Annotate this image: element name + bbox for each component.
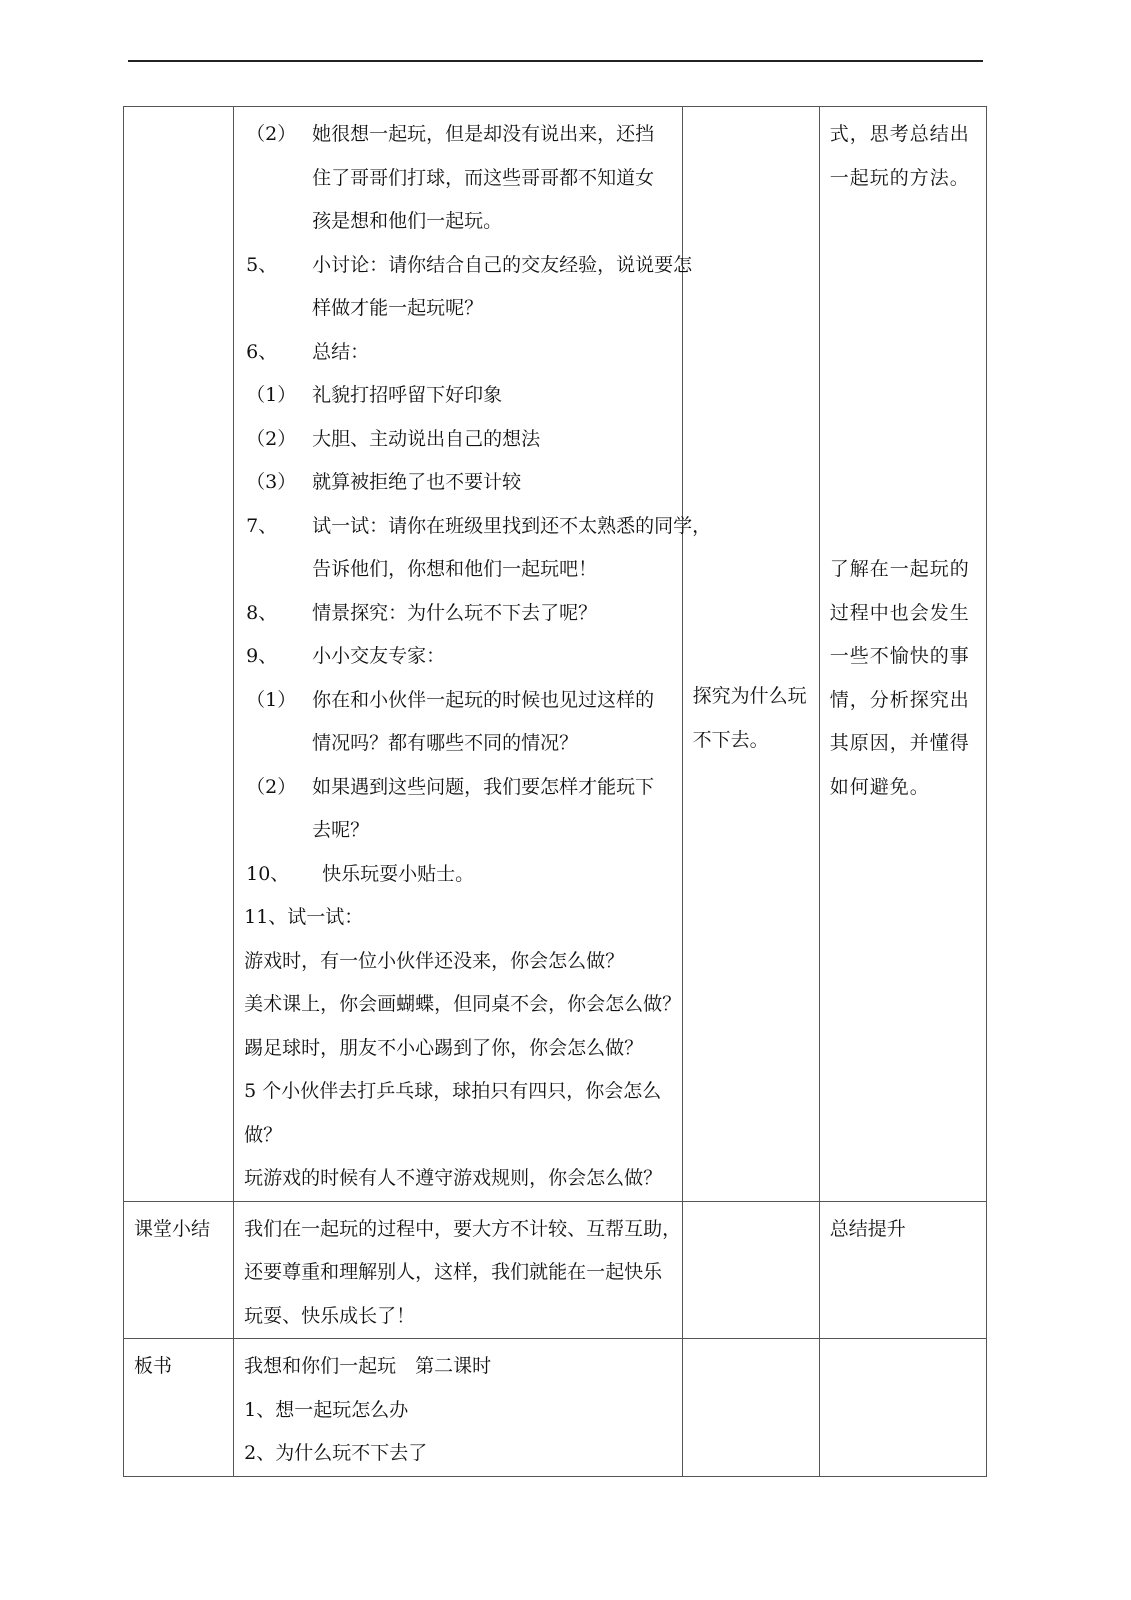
activity-step-line xyxy=(244,244,693,288)
design-intent xyxy=(820,107,986,809)
activity-step-line xyxy=(244,592,672,636)
step-text: 试一试：请你在班级里找到还不太熟悉的同学， xyxy=(312,514,712,537)
step-number: 6、 xyxy=(246,340,278,363)
summary-content-cell xyxy=(234,1201,683,1339)
board-line: 2、为什么玩不下去了 xyxy=(244,1442,428,1464)
board-content-cell xyxy=(234,1339,683,1477)
design-intent-line: 了解在一起玩的 xyxy=(829,558,970,580)
activity-step-line xyxy=(244,505,712,549)
activity-question-line: 游戏时，有一位小伙伴还没来，你会怎么做？ xyxy=(244,949,625,972)
board-line: 我想和你们一起玩 第二课时 xyxy=(244,1355,492,1377)
activity-step-line xyxy=(244,853,672,897)
board-line: 1、想一起玩怎么办 xyxy=(244,1398,409,1421)
step-text: 大胆、主动说出自己的想法 xyxy=(312,427,541,450)
step-text: 她很想一起玩，但是却没有说出来，还挡 xyxy=(312,123,655,145)
activity-step-line xyxy=(244,635,672,679)
activity-step-line xyxy=(244,461,672,505)
activity-question-line: 11、试一试： xyxy=(244,906,364,928)
step-number: （2） xyxy=(246,775,297,798)
step-text: 就算被拒绝了也不要计较 xyxy=(312,471,522,493)
lesson-plan-table xyxy=(123,106,987,1477)
design-intent-line: 其原因，并懂得 xyxy=(829,732,970,754)
board-label-cell xyxy=(124,1339,234,1477)
step-text: 快乐玩耍小贴士。 xyxy=(322,862,475,885)
activity-question-line: 做？ xyxy=(244,1123,283,1146)
summary-intent: 总结提升 xyxy=(829,1217,906,1240)
summary-label: 课堂小结 xyxy=(134,1217,211,1240)
summary-label-cell xyxy=(124,1201,234,1339)
step-number: （3） xyxy=(246,471,297,493)
step-text: 礼貌打招呼留下好印象 xyxy=(312,384,503,406)
step-text: 样做才能一起玩呢？ xyxy=(312,297,484,319)
step-text: 如果遇到这些问题，我们要怎样才能玩下 xyxy=(312,775,655,798)
activity-label-cell xyxy=(124,107,234,1202)
activity-step-line xyxy=(244,374,672,418)
activity-question-line: 美术课上，你会画蝴蝶，但同桌不会，你会怎么做？ xyxy=(244,993,682,1015)
step-text: 孩是想和他们一起玩。 xyxy=(312,210,503,232)
summary-line: 还要尊重和理解别人，这样，我们就能在一起快乐 xyxy=(244,1261,663,1283)
activity-step-line xyxy=(244,766,672,810)
design-intent-line: 如何避免。 xyxy=(829,775,930,798)
step-text: 告诉他们，你想和他们一起玩吧！ xyxy=(312,558,598,580)
step-text: 住了哥哥们打球，而这些哥哥都不知道女 xyxy=(312,166,655,189)
activity-student-cell xyxy=(682,107,819,1202)
step-text: 小小交友专家： xyxy=(312,645,446,667)
student-activity-line: 探究为什么玩 xyxy=(692,685,807,707)
activity-step-line xyxy=(244,548,672,592)
activity-step-line xyxy=(244,679,672,723)
activity-step-line xyxy=(244,200,672,244)
step-number xyxy=(244,548,312,592)
step-text: 总结： xyxy=(312,340,370,363)
activity-step-line xyxy=(244,418,672,462)
step-text: 去呢？ xyxy=(312,819,370,841)
activity-step-line xyxy=(244,331,672,375)
step-text: 你在和小伙伴一起玩的时候也见过这样的 xyxy=(312,688,655,711)
summary-row xyxy=(124,1201,987,1339)
summary-intent-cell xyxy=(819,1201,986,1339)
summary-line: 玩耍、快乐成长了！ xyxy=(244,1304,416,1327)
summary-line: 我们在一起玩的过程中，要大方不计较、互帮互助， xyxy=(244,1217,682,1240)
step-text: 情况吗？都有哪些不同的情况？ xyxy=(312,732,579,754)
activity-step-line xyxy=(244,113,672,157)
activity-intent-cell xyxy=(819,107,986,1202)
student-activity xyxy=(683,107,819,762)
summary-student-cell xyxy=(682,1201,819,1339)
board-row xyxy=(124,1339,987,1477)
board-intent-cell xyxy=(819,1339,986,1477)
activity-step-line xyxy=(244,809,672,853)
board-label: 板书 xyxy=(134,1355,173,1377)
step-number: （2） xyxy=(246,427,297,450)
student-activity-line: 不下去。 xyxy=(692,728,769,751)
step-number: 7、 xyxy=(246,514,278,537)
step-number: 9、 xyxy=(246,645,278,667)
step-number xyxy=(244,809,312,853)
activity-steps xyxy=(234,107,712,1201)
design-intent-line: 情，分析探究出 xyxy=(829,688,970,711)
step-text: 小讨论：请你结合自己的交友经验，说说要怎 xyxy=(312,253,693,276)
step-number: 10、 xyxy=(246,862,290,885)
step-number: （1） xyxy=(246,688,297,711)
activity-question-line: 踢足球时，朋友不小心踢到了你，你会怎么做？ xyxy=(244,1036,644,1059)
activity-row xyxy=(124,107,987,1202)
activity-question-line: 玩游戏的时候有人不遵守游戏规则，你会怎么做？ xyxy=(244,1167,663,1189)
step-number: （2） xyxy=(246,123,297,145)
activity-content-cell xyxy=(234,107,712,1202)
step-number xyxy=(244,157,312,201)
step-number xyxy=(244,200,312,244)
board-student-cell xyxy=(682,1339,819,1477)
step-number: 8、 xyxy=(246,601,278,624)
step-number xyxy=(244,287,312,331)
design-intent-line: 式，思考总结出 xyxy=(829,123,970,145)
header-rule xyxy=(128,60,983,62)
design-intent-line: 过程中也会发生 xyxy=(829,601,970,624)
activity-step-line xyxy=(244,287,672,331)
activity-question-line: 5 个小伙伴去打乒乓球，球拍只有四只，你会怎么 xyxy=(244,1080,662,1102)
step-number xyxy=(244,722,312,766)
step-number: （1） xyxy=(246,384,297,406)
step-number: 5、 xyxy=(246,253,278,276)
design-intent-line: 一些不愉快的事 xyxy=(829,645,970,667)
activity-step-line xyxy=(244,157,672,201)
step-text: 情景探究：为什么玩不下去了呢？ xyxy=(312,601,598,624)
activity-step-line xyxy=(244,722,672,766)
design-intent-line: 一起玩的方法。 xyxy=(829,166,970,189)
